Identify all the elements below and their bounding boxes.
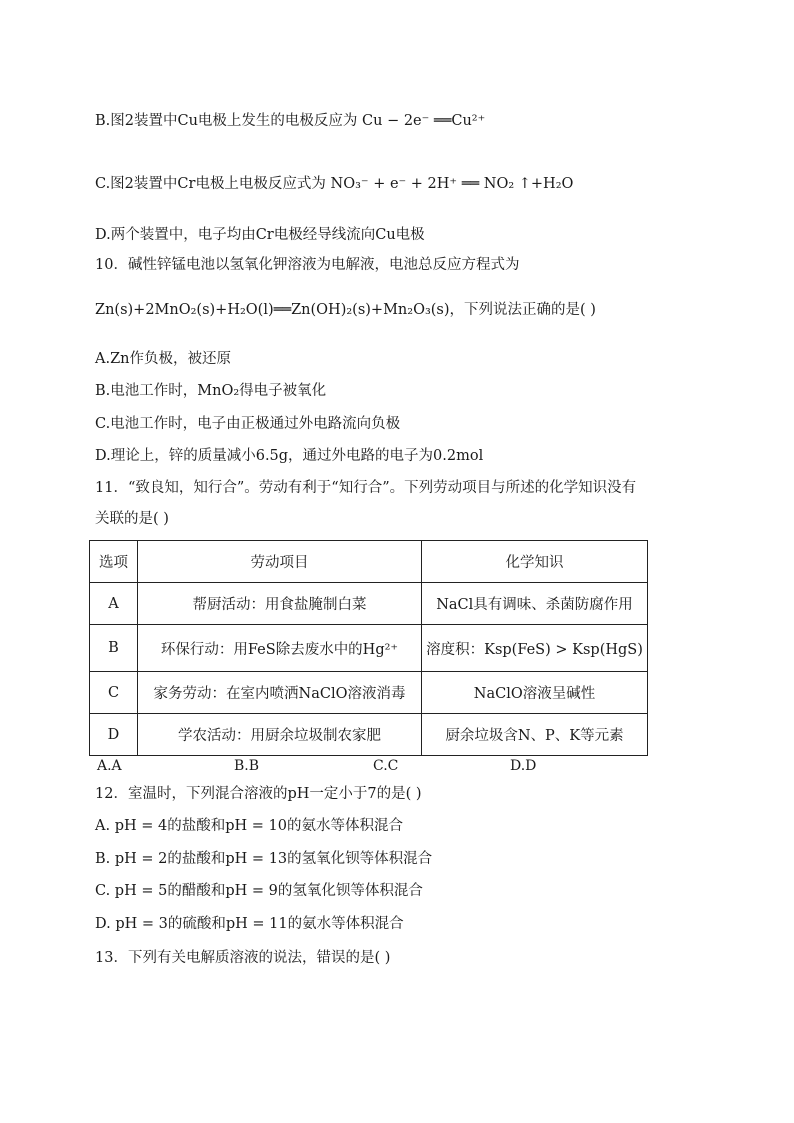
q13-stem: 13．下列有关电解质溶液的说法，错误的是( ): [95, 950, 391, 966]
answer-option: A.A: [97, 758, 122, 774]
table-cell: 环保行动：用FeS除去废水中的Hg²⁺: [138, 625, 422, 672]
q11-stem-line2: 关联的是( ): [95, 511, 169, 527]
table-cell: NaCl具有调味、杀菌防腐作用: [422, 583, 648, 625]
q12-option-b: B. pH = 2的盐酸和pH = 13的氢氧化钡等体积混合: [95, 851, 433, 867]
q10-option-c: C.电池工作时，电子由正极通过外电路流向负极: [95, 416, 401, 432]
answer-option: B.B: [234, 758, 260, 774]
q12-option-c: C. pH = 5的醋酸和pH = 9的氢氧化钡等体积混合: [95, 883, 423, 899]
table-header: 化学知识: [422, 541, 648, 583]
table-header: 选项: [90, 541, 138, 583]
q12-option-a: A. pH = 4的盐酸和pH = 10的氨水等体积混合: [95, 818, 403, 834]
answer-option: C.C: [373, 758, 399, 774]
table-header: 劳动项目: [138, 541, 422, 583]
table-cell: NaClO溶液呈碱性: [422, 672, 648, 714]
q10-option-a: A.Zn作负极，被还原: [95, 351, 231, 367]
table-cell: 溶度积：Ksp(FeS) > Ksp(HgS): [422, 625, 648, 672]
q9-option-b: B.图2装置中Cu电极上发生的电极反应为 Cu − 2e⁻ ══Cu²⁺: [95, 113, 486, 129]
q10-option-b: B.电池工作时，MnO₂得电子被氧化: [95, 383, 327, 399]
q11-table: [89, 540, 648, 756]
q10-stem-line2: Zn(s)+2MnO₂(s)+H₂O(l)══Zn(OH)₂(s)+Mn₂O₃(s)，下列说法正确的是( ): [95, 302, 596, 318]
table-cell: C: [90, 672, 138, 714]
table-cell: 家务劳动：在室内喷洒NaClO溶液消毒: [138, 672, 422, 714]
table-header-row: [90, 541, 648, 583]
q11-stem-line1: 11．“致良知，知行合”。劳动有利于“知行合”。下列劳动项目与所述的化学知识没有: [95, 480, 637, 496]
table-cell: D: [90, 714, 138, 756]
q10-stem-line1: 10．碱性锌锰电池以氢氧化钾溶液为电解液，电池总反应方程式为: [95, 257, 520, 273]
table-row: [90, 625, 648, 672]
table-cell: A: [90, 583, 138, 625]
table-row: [90, 672, 648, 714]
table-cell: 帮厨活动：用食盐腌制白菜: [138, 583, 422, 625]
table-cell: 厨余垃圾含N、P、K等元素: [422, 714, 648, 756]
q12-option-d: D. pH = 3的硫酸和pH = 11的氨水等体积混合: [95, 916, 404, 932]
q10-option-d: D.理论上，锌的质量减小6.5g，通过外电路的电子为0.2mol: [95, 448, 484, 464]
table-cell: 学农活动：用厨余垃圾制农家肥: [138, 714, 422, 756]
table-row: [90, 583, 648, 625]
q9-option-d: D.两个装置中，电子均由Cr电极经导线流向Cu电极: [95, 227, 425, 243]
q12-stem: 12．室温时，下列混合溶液的pH一定小于7的是( ): [95, 786, 422, 802]
table-cell: B: [90, 625, 138, 672]
table-row: [90, 714, 648, 756]
answer-option: D.D: [510, 758, 537, 774]
q9-option-c: C.图2装置中Cr电极上电极反应式为 NO₃⁻ + e⁻ + 2H⁺ ══ NO₂ ↑+H₂O: [95, 176, 574, 192]
